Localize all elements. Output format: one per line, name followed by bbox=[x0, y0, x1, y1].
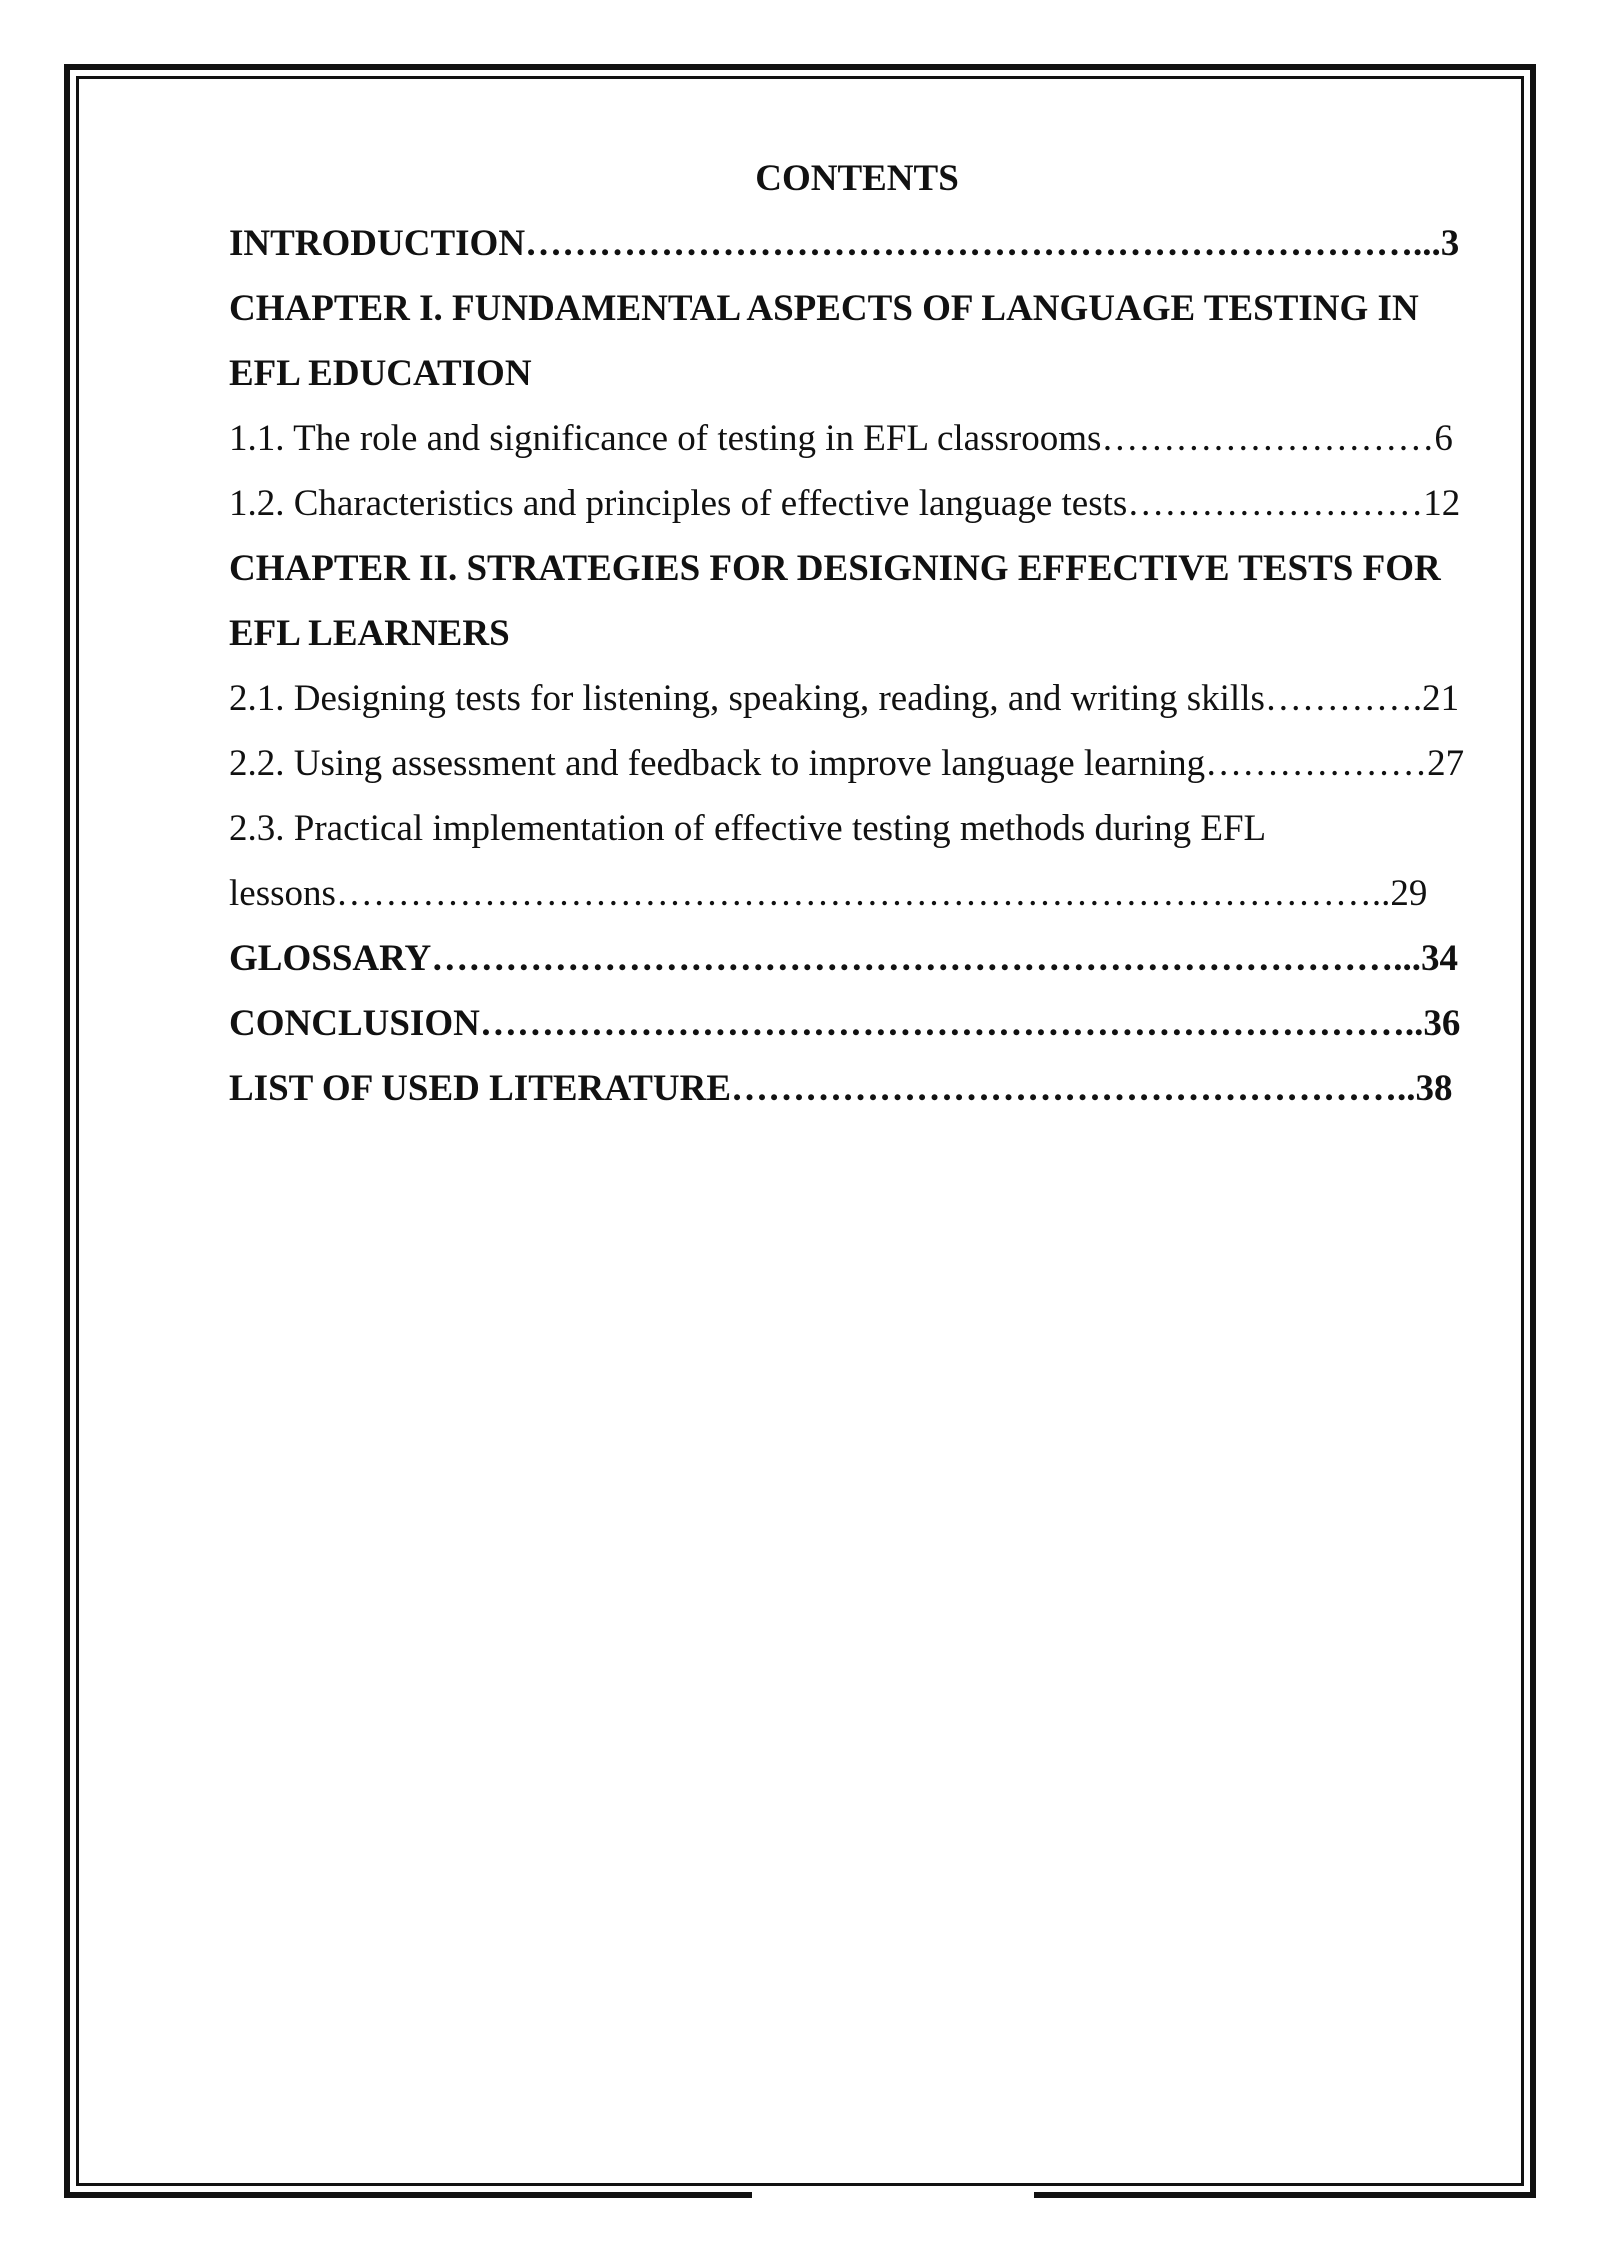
toc-entry-introduction: INTRODUCTION………………………………………………………………...3 bbox=[229, 223, 1460, 264]
toc-entry-2-1: 2.1. Designing tests for listening, speaking, reading, and writing skills………….21 bbox=[229, 678, 1460, 719]
toc-entry-chapter-2-title: CHAPTER II. STRATEGIES FOR DESIGNING EFFECTIVE TESTS FOR bbox=[229, 548, 1441, 589]
toc-entry-conclusion: CONCLUSION…………………………………………………………………..36 bbox=[229, 1003, 1461, 1044]
toc-entry-2-2: 2.2. Using assessment and feedback to improve language learning………………27 bbox=[229, 743, 1465, 784]
toc-entry-1-1: 1.1. The role and significance of testing in EFL classrooms………………………6 bbox=[229, 418, 1453, 459]
toc-entry-1-2: 1.2. Characteristics and principles of effective language tests……………………12 bbox=[229, 483, 1461, 524]
toc-entry-chapter-1-title: CHAPTER I. FUNDAMENTAL ASPECTS OF LANGUAGE TESTING IN bbox=[229, 288, 1419, 329]
toc-entry-2-3: 2.3. Practical implementation of effective testing methods during EFL bbox=[229, 808, 1267, 849]
table-of-contents bbox=[229, 146, 1485, 1121]
toc-entry-chapter-2-title-cont: EFL LEARNERS bbox=[229, 613, 510, 654]
toc-entry-2-3-cont: lessons…………………………………………………………………………..29 bbox=[229, 873, 1428, 914]
page-footer-gap bbox=[752, 2186, 1034, 2202]
toc-entry-glossary: GLOSSARY……………………………………………………………………...34 bbox=[229, 938, 1459, 979]
toc-entry-chapter-1-title-cont: EFL EDUCATION bbox=[229, 353, 532, 394]
contents-heading: CONTENTS bbox=[755, 158, 959, 199]
toc-entry-literature: LIST OF USED LITERATURE………………………………………………..38 bbox=[229, 1068, 1453, 1109]
